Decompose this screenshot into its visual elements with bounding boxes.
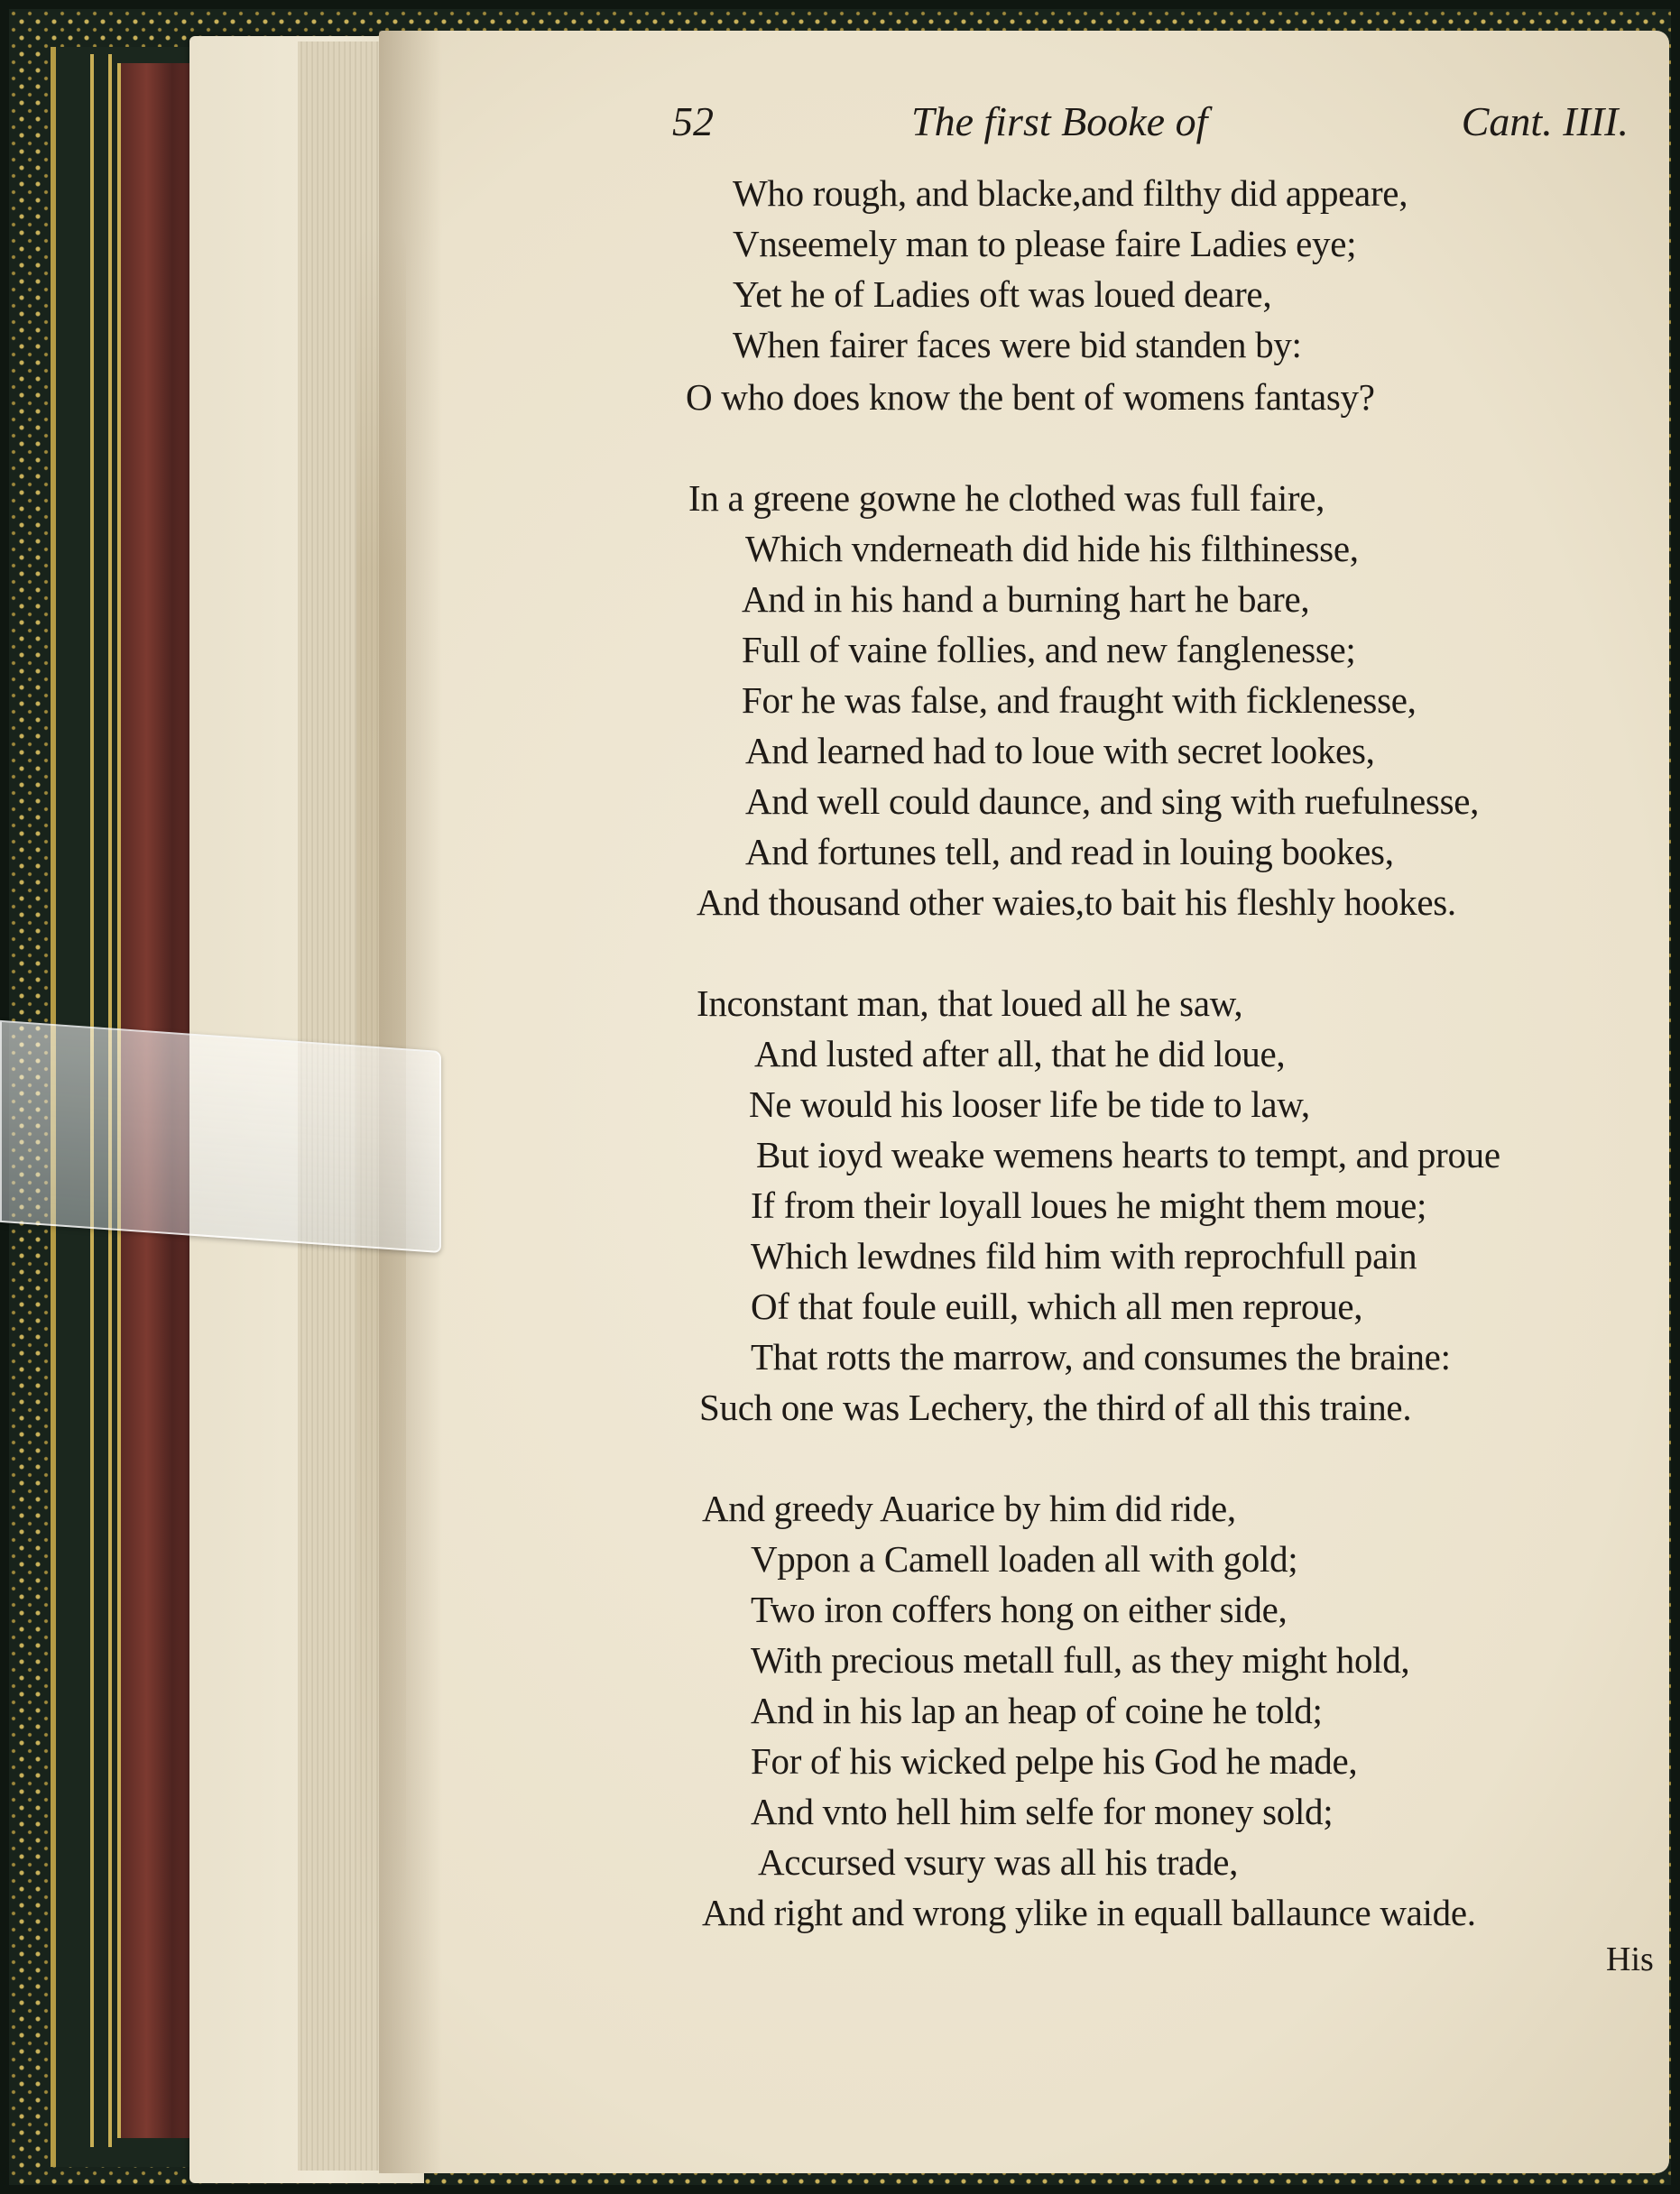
verse-line: Which lewdnes fild him with reprochfull pain (751, 1235, 1417, 1277)
verse-line: And in his hand a burning hart he bare, (742, 578, 1310, 620)
verse-line: And well could daunce, and sing with ruefulnesse, (745, 780, 1480, 822)
catchword: His (1606, 1940, 1654, 1978)
verse-line: And thousand other waies,to bait his fleshly hookes. (697, 881, 1456, 923)
verse-line: But ioyd weake wemens hearts to tempt, and proue (756, 1134, 1500, 1175)
verse-line: If from their loyall loues he might them moue; (751, 1185, 1427, 1226)
page-holder-clip (0, 1020, 441, 1253)
verse-line: And greedy Auarice by him did ride, (702, 1488, 1236, 1529)
verse-line: With precious metall full, as they might hold, (751, 1639, 1410, 1681)
verse-line: That rotts the marrow, and consumes the braine: (751, 1336, 1451, 1378)
verse-line: Ne would his looser life be tide to law, (749, 1083, 1310, 1125)
verse-line: Inconstant man, that loued all he saw, (697, 982, 1243, 1024)
verse-line: Vppon a Camell loaden all with gold; (751, 1538, 1298, 1580)
verse-line: And vnto hell him selfe for money sold; (751, 1791, 1334, 1832)
verse-line: O who does know the bent of womens fantasy? (686, 376, 1375, 418)
verse-line: Accursed vsury was all his trade, (758, 1841, 1239, 1883)
verse-line: Yet he of Ladies oft was loued deare, (733, 273, 1272, 315)
verse-line: And fortunes tell, and read in louing bookes, (745, 831, 1394, 872)
running-title: The first Booke of (911, 98, 1208, 144)
verse-line: And in his lap an heap of coine he told; (751, 1690, 1323, 1731)
verse-line: Full of vaine follies, and new fanglenesse; (742, 629, 1356, 670)
verse-line: And lusted after all, that he did loue, (754, 1033, 1286, 1074)
page-number: 52 (672, 98, 714, 144)
running-header (672, 97, 1629, 161)
verse-line: For he was false, and fraught with ficklenesse, (742, 679, 1417, 721)
verse-line: For of his wicked pelpe his God he made, (751, 1740, 1358, 1782)
verse-line: Two iron coffers hong on either side, (751, 1589, 1288, 1630)
verse-line: When fairer faces were bid standen by: (733, 324, 1302, 365)
verse-line: Vnseemely man to please faire Ladies eye; (733, 223, 1357, 264)
canto-label: Cant. IIII. (1461, 98, 1629, 144)
verse-line: In a greene gowne he clothed was full faire, (688, 477, 1325, 519)
verse-line: Of that foule euill, which all men reproue, (751, 1286, 1363, 1327)
verse-line: And learned had to loue with secret lookes, (745, 730, 1375, 771)
verse-line: And right and wrong ylike in equall ballaunce waide. (702, 1892, 1476, 1933)
verse-line: Such one was Lechery, the third of all this traine. (699, 1387, 1412, 1428)
verse-line: Who rough, and blacke,and filthy did appeare, (733, 172, 1408, 214)
verse-line: Which vnderneath did hide his filthinesse, (745, 528, 1359, 569)
